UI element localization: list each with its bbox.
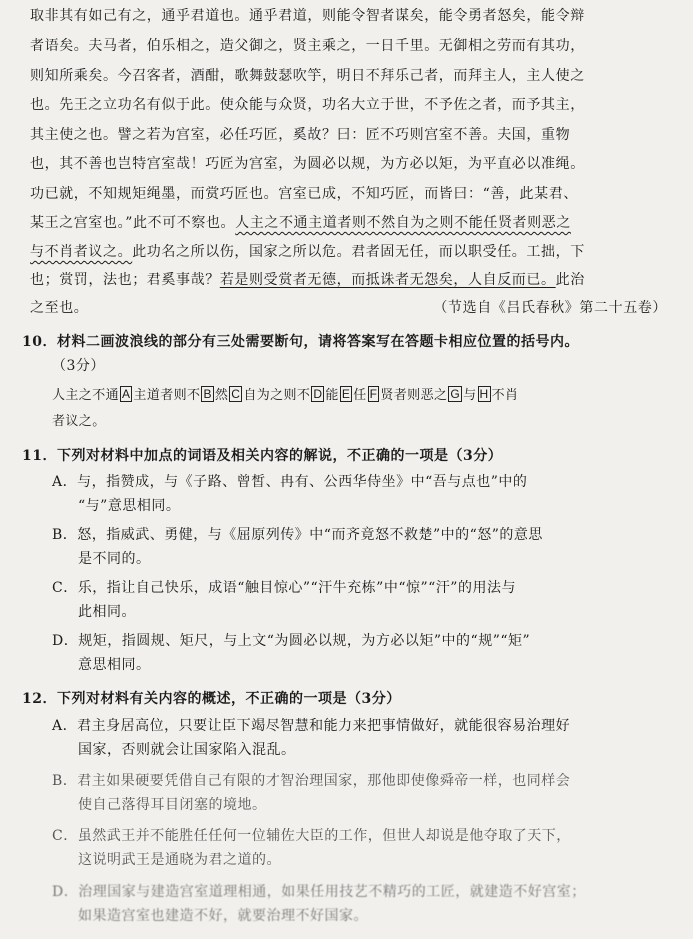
q10-punctuation-line [52,386,518,406]
q11-option-c[interactable]: C．乐，指让自己快乐，成语“触目惊心”“汗牛充栋”中“惊”“汗”的用法与 [52,580,516,596]
answer-box-g[interactable]: G [450,387,461,401]
wavy-underlined-text-2: 与不肖者议之。 [30,244,133,260]
q10-stem: 10．材料二画波浪线的部分有三处需要断句，请将答案写在答题卡相应位置的括号内。 [22,334,579,350]
answer-box-h[interactable]: H [479,387,489,401]
wavy-underlined-text-1: 人主之不通主道者则不然自为之则不能任贤者则恶之 [235,215,571,231]
q10-seg-8: 不肖 [491,388,519,403]
passage-line-1: 取非其有如己有之，通乎君道也。通乎君道，则能令智者谋矣，能令勇者怒矣，能令辩 [30,8,585,24]
passage-line-8 [30,213,571,233]
passage-line-2: 者语矣。夫马者，伯乐相之，造父御之，贤主乘之，一日千里。无御相之劳而有其功， [30,38,585,54]
q11-option-d-cont: 意思相同。 [78,657,151,673]
answer-box-f[interactable]: F [369,387,378,401]
q11-stem: 11．下列对材料中加点的词语及相关内容的解说，不正确的一项是（3分） [22,448,503,464]
underlined-sentence: 若是则受赏者无德，而抵诛者无怨矣，人自反而已。 [219,272,556,288]
passage-line-3: 则知所乘矣。今召客者，酒酣，歌舞鼓瑟吹竽，明日不拜乐己者，而拜主人，主人使之 [30,68,585,84]
q12-option-a-cont: 国家，否则就会让国家陷入混乱。 [78,742,296,758]
q12-option-b-cont: 使自己落得耳目闭塞的境地。 [78,797,267,813]
q12-option-c[interactable]: C．虽然武王并不能胜任任何一位辅佐大臣的工作，但世人却说是他夺取了天下， [52,828,571,844]
answer-box-a[interactable]: A [122,387,131,401]
q11-option-c-cont: 此相同。 [78,604,136,620]
q10-seg-2: 然 [214,388,229,403]
passage-line-5: 其主使之也。譬之若为宫室，必任巧匠，奚故？曰：匠不巧则宫室不善。夫国，重物 [30,127,571,143]
passage-line-9-post: 此功名之所以伤，国家之所以危。君者固无任，而以职受任。工拙，下 [132,244,585,260]
answer-box-c[interactable]: C [231,387,241,401]
answer-box-b[interactable]: B [203,387,212,401]
q10-seg-7: 与 [463,388,477,403]
q12-option-a[interactable]: A．君主身居高位，只要让臣下竭尽智慧和能力来把事情做好，就能很容易治理好 [52,718,571,734]
q11-option-a-cont: “与”意思相同。 [78,498,181,514]
passage-line-8-pre: 某王之宫室也。”此不可不察也。 [30,215,236,231]
passage-line-6: 也，其不善也岂特宫室哉！巧匠为宫室，为圆必以规，为方必以矩，为平直必以准绳。 [30,156,585,172]
q12-option-d[interactable]: D．治理国家与建造宫室道理相通，如果任用技艺不精巧的工匠，就建造不好宫室； [52,884,586,900]
q12-option-c-cont: 这说明武王是通晓为君之道的。 [78,852,281,868]
q10-seg-5: 任 [353,388,367,403]
q12-option-b[interactable]: B．君主如果硬要凭借自己有限的才智治理国家，那他即使像舜帝一样，也同样会 [52,773,571,789]
q10-seg-3: 自为之则不 [243,388,311,403]
q11-option-b[interactable]: B．怒，指威武、勇健，与《屈原列传》中“而齐竟怒不救楚”中的“怒”的意思 [52,527,543,543]
passage-line-7: 功已就，不知规矩绳墨，而赏巧匠也。宫室已成，不知巧匠，而皆曰：“善，此某君、 [30,186,578,202]
passage-line-10 [30,270,585,290]
passage-source: （节选自《吕氏春秋》第二十五卷） [433,300,667,316]
passage-line-4: 也。先王之立功名有似于此。使众能与众贤，功名大立于世，不予佐之者，而予其主， [30,97,585,113]
passage-line-10-pre: 也；赏罚，法也；君奚事哉？ [30,272,220,288]
q10-seg-6: 贤者则恶之 [380,388,448,403]
q10-points: （3分） [52,358,105,374]
q11-option-a[interactable]: A．与，指赞成，与《子路、曾皙、冉有、公西华侍坐》中“吾与点也”中的 [52,474,528,490]
passage-line-11: 之至也。 [30,300,89,316]
q10-tail: 者议之。 [52,414,106,429]
q12-stem: 12．下列对材料有关内容的概述，不正确的一项是（3分） [22,691,401,707]
q11-option-d[interactable]: D．规矩，指圆规、矩尺，与上文“为圆必以规，为方必以矩”中的“规”“矩” [52,633,531,649]
q10-seg-1: 主道者则不 [133,388,201,403]
q11-option-b-cont: 是不同的。 [78,551,151,567]
answer-box-d[interactable]: D [313,387,323,401]
passage-line-10-post: 此治 [555,272,585,288]
passage-line-9 [30,242,585,262]
q10-seg-4: 能 [325,388,339,403]
q10-text-pre: 人主之不通 [52,388,120,403]
answer-box-e[interactable]: E [341,387,351,401]
q12-option-d-cont: 如果造宫室也建造不好，就要治理不好国家。 [78,908,368,924]
